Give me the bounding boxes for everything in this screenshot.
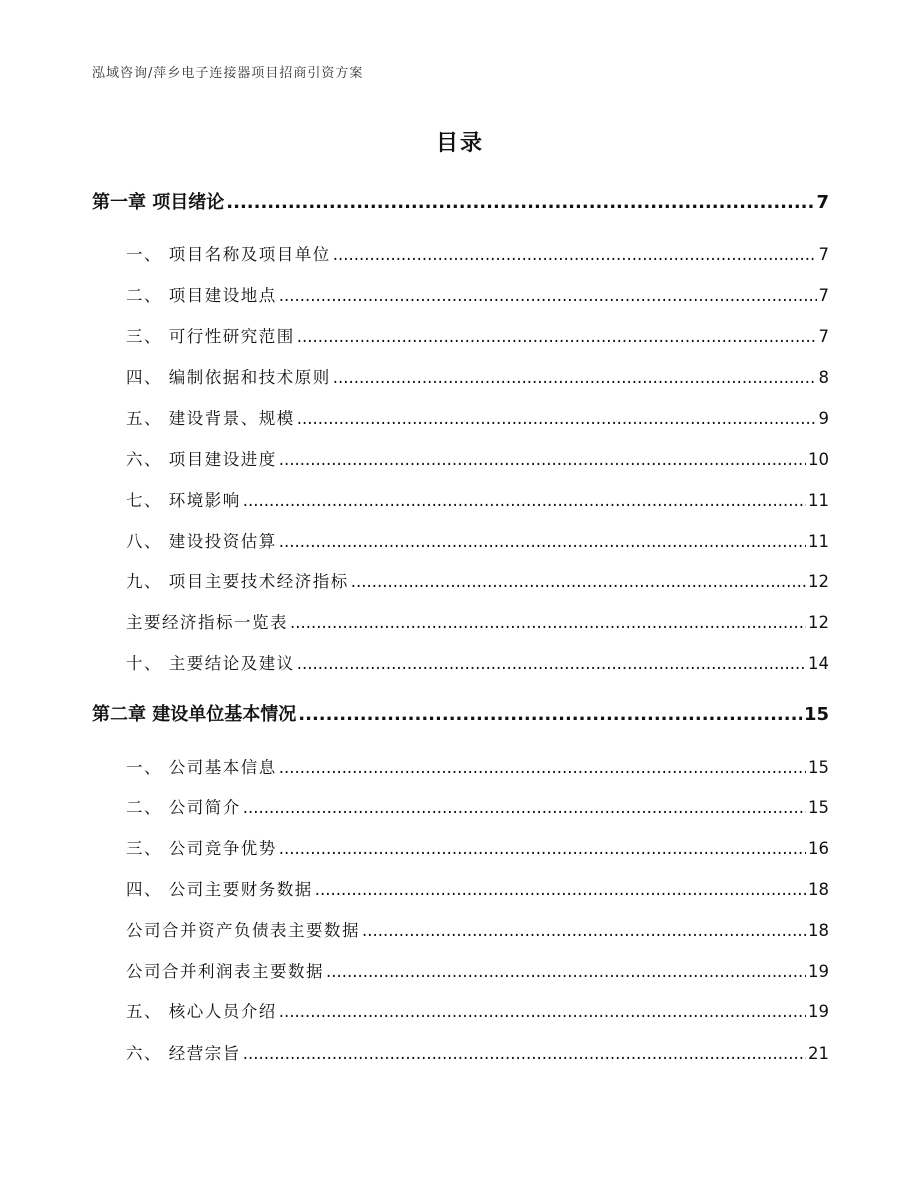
toc-entry[interactable] bbox=[126, 650, 829, 674]
toc-leader-dots bbox=[243, 798, 806, 817]
toc-entry[interactable] bbox=[126, 241, 829, 265]
toc-leader-dots bbox=[243, 491, 806, 510]
toc-entry-page: 11 bbox=[808, 532, 829, 551]
toc-leader-dots bbox=[226, 192, 814, 213]
toc-leader-dots bbox=[279, 1002, 806, 1021]
toc-entry-label: 三、 公司竞争优势 bbox=[126, 839, 277, 858]
toc-entry-page: 15 bbox=[803, 704, 829, 725]
toc-chapter-1[interactable] bbox=[92, 188, 829, 214]
toc-leader-dots bbox=[362, 921, 806, 940]
toc-entry-label: 一、 公司基本信息 bbox=[126, 758, 277, 777]
toc-entry-label: 三、 可行性研究范围 bbox=[126, 327, 295, 346]
toc-entry[interactable] bbox=[126, 446, 829, 470]
toc-entry[interactable] bbox=[126, 754, 829, 778]
toc-entry-page: 19 bbox=[808, 1002, 829, 1021]
toc-entry-label: 主要经济指标一览表 bbox=[126, 613, 288, 632]
toc-entry-page: 14 bbox=[808, 654, 829, 673]
page-header: 泓域咨询/萍乡电子连接器项目招商引资方案 bbox=[92, 66, 364, 81]
toc-entry-page: 7 bbox=[816, 192, 829, 213]
toc-leader-dots bbox=[243, 1044, 806, 1063]
toc-entry-page: 21 bbox=[808, 1044, 829, 1063]
toc-leader-dots bbox=[315, 880, 806, 899]
toc-entry-label: 公司合并资产负债表主要数据 bbox=[126, 921, 360, 940]
toc-entry-page: 11 bbox=[808, 491, 829, 510]
toc-entry-page: 7 bbox=[818, 286, 829, 305]
toc-entry-page: 15 bbox=[808, 758, 829, 777]
toc-entry-page: 7 bbox=[818, 245, 829, 264]
toc-entry-label: 四、 公司主要财务数据 bbox=[126, 880, 313, 899]
toc-entry-label: 六、 项目建设进度 bbox=[126, 450, 277, 469]
toc-entry-label: 第一章 项目绪论 bbox=[92, 192, 225, 213]
toc-leader-dots bbox=[279, 532, 806, 551]
toc-leader-dots bbox=[297, 654, 806, 673]
toc-leader-dots bbox=[279, 839, 806, 858]
toc-entry-page: 15 bbox=[808, 798, 829, 817]
toc-entry[interactable] bbox=[126, 794, 829, 818]
toc-entry-page: 18 bbox=[808, 921, 829, 940]
toc-leader-dots bbox=[297, 327, 817, 346]
toc-entry-label: 六、 经营宗旨 bbox=[126, 1044, 241, 1063]
toc-entry[interactable] bbox=[126, 609, 829, 633]
toc-leader-dots bbox=[333, 368, 817, 387]
toc-entry-label: 五、 建设背景、规模 bbox=[126, 409, 295, 428]
toc-entry-page: 12 bbox=[808, 572, 829, 591]
toc-entry[interactable] bbox=[126, 958, 829, 982]
toc-entry[interactable] bbox=[126, 835, 829, 859]
toc-entry[interactable] bbox=[126, 998, 829, 1022]
toc-entry[interactable] bbox=[126, 487, 829, 511]
toc-entry[interactable] bbox=[126, 876, 829, 900]
toc-entry-label: 七、 环境影响 bbox=[126, 491, 241, 510]
toc-leader-dots bbox=[333, 245, 817, 264]
toc-entry-label: 四、 编制依据和技术原则 bbox=[126, 368, 331, 387]
toc-entry-label: 二、 项目建设地点 bbox=[126, 286, 277, 305]
toc-entry-page: 18 bbox=[808, 880, 829, 899]
toc-entry[interactable] bbox=[126, 282, 829, 306]
toc-entry-page: 16 bbox=[808, 839, 829, 858]
toc-entry-label: 十、 主要结论及建议 bbox=[126, 654, 295, 673]
toc-entry-page: 10 bbox=[808, 450, 829, 469]
toc-entry[interactable] bbox=[126, 323, 829, 347]
toc-entry[interactable] bbox=[126, 568, 829, 592]
toc-entry[interactable] bbox=[126, 528, 829, 552]
toc-leader-dots bbox=[279, 286, 817, 305]
toc-leader-dots bbox=[351, 572, 806, 591]
toc-entry-page: 12 bbox=[808, 613, 829, 632]
toc-entry-page: 7 bbox=[818, 327, 829, 346]
toc-entry-page: 19 bbox=[808, 962, 829, 981]
toc-entry[interactable] bbox=[126, 917, 829, 941]
toc-leader-dots bbox=[297, 409, 817, 428]
toc-leader-dots bbox=[290, 613, 806, 632]
toc-entry-label: 一、 项目名称及项目单位 bbox=[126, 245, 331, 264]
toc-entry-label: 公司合并利润表主要数据 bbox=[126, 962, 324, 981]
toc-entry[interactable] bbox=[126, 1040, 829, 1064]
toc-title: 目录 bbox=[435, 131, 484, 156]
toc-entry-label: 八、 建设投资估算 bbox=[126, 532, 277, 551]
toc-leader-dots bbox=[279, 450, 806, 469]
toc-entry-page: 8 bbox=[818, 368, 829, 387]
toc-leader-dots bbox=[279, 758, 806, 777]
toc-entry-label: 九、 项目主要技术经济指标 bbox=[126, 572, 349, 591]
toc-leader-dots bbox=[298, 704, 802, 725]
toc-leader-dots bbox=[326, 962, 806, 981]
toc-entry[interactable] bbox=[126, 405, 829, 429]
toc-entry-label: 二、 公司简介 bbox=[126, 798, 241, 817]
toc-entry-label: 五、 核心人员介绍 bbox=[126, 1002, 277, 1021]
toc-entry-page: 9 bbox=[818, 409, 829, 428]
toc-entry[interactable] bbox=[126, 364, 829, 388]
toc-entry-label: 第二章 建设单位基本情况 bbox=[92, 704, 297, 725]
toc-chapter-2[interactable] bbox=[92, 700, 829, 726]
